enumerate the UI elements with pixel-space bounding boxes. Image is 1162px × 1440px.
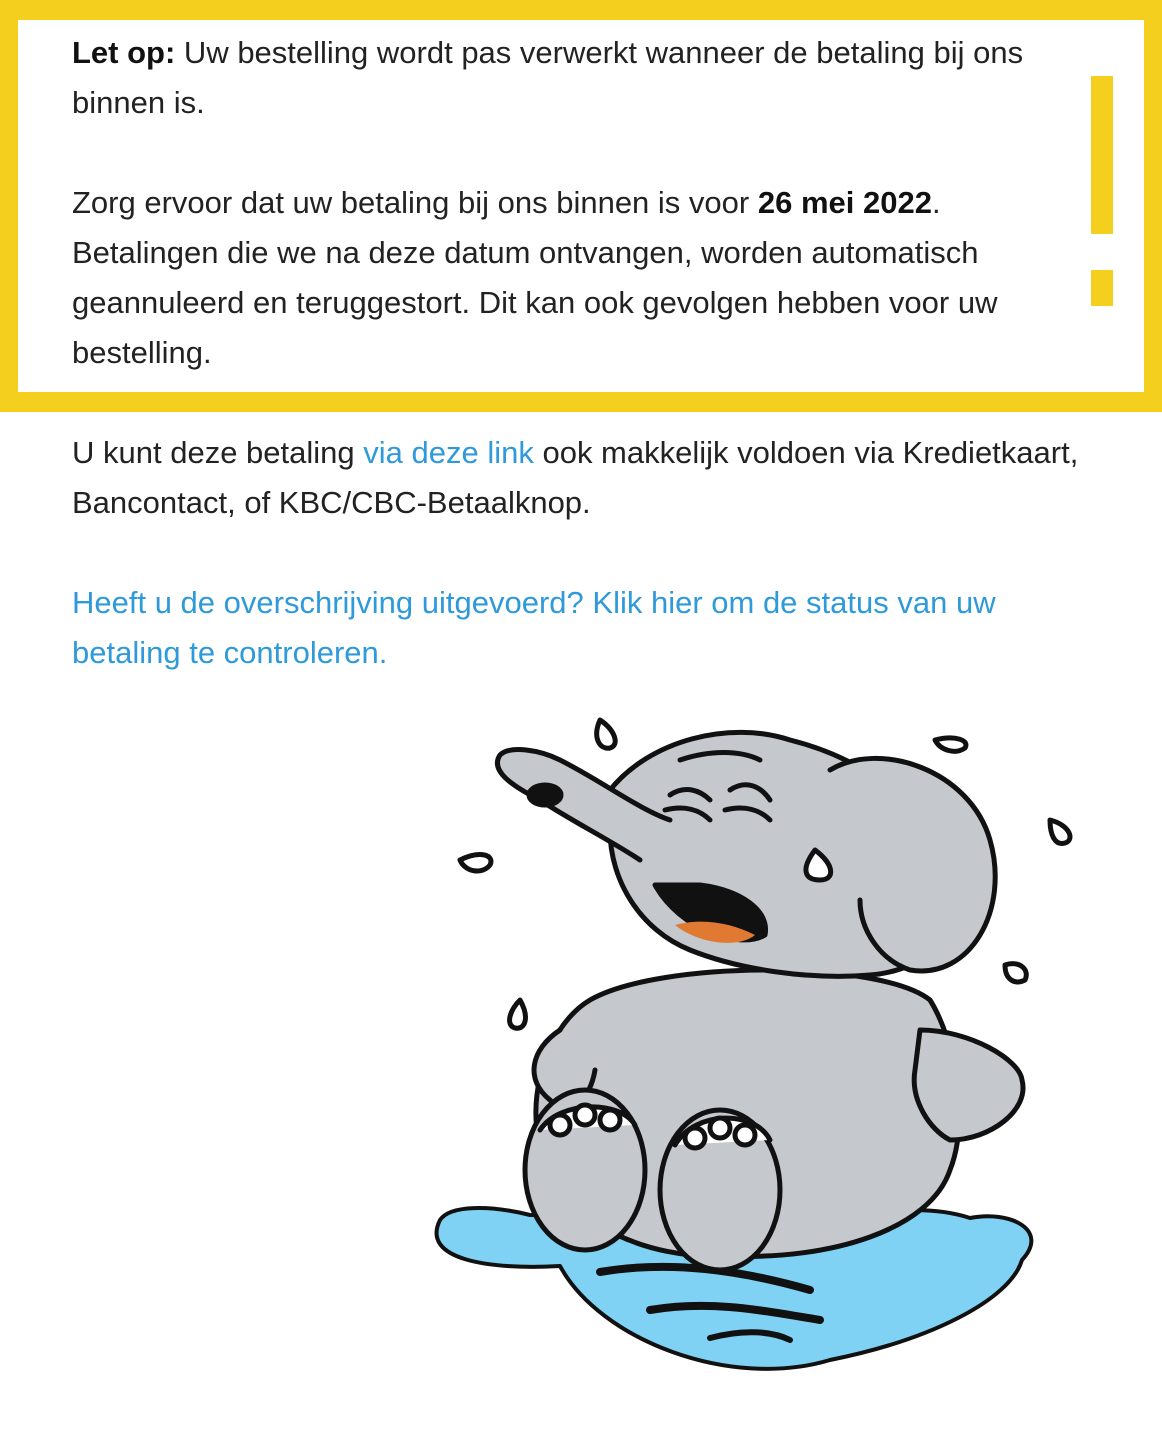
elephant-right-arm [914, 1030, 1023, 1140]
tear-drop-icon [1005, 964, 1026, 982]
notice-text-2b: . Betalingen die we na deze datum ontvangen, worden automatisch geannuleerd en teruggestort. Dit kan ook gevolgen hebben voor uw bestelling. [72, 185, 998, 370]
notice-paragraph-2 [72, 178, 1092, 378]
tear-drop-icon [510, 1000, 526, 1028]
tear-drop-icon [597, 720, 615, 748]
notice-text-2a: Zorg ervoor dat uw betaling bij ons binnen is voor [72, 185, 758, 220]
notice-paragraph-1 [72, 28, 1092, 128]
payment-status-link[interactable]: Heeft u de overschrijving uitgevoerd? Klik hier om de status van uw betaling te controleren. [72, 585, 996, 670]
exclamation-icon [1091, 76, 1113, 234]
payment-text-before: U kunt deze betaling [72, 435, 364, 470]
tear-drop-icon [460, 855, 491, 871]
tear-drop-icon [935, 738, 966, 751]
deadline-date: 26 mei 2022 [757, 185, 932, 220]
payment-paragraph [72, 428, 1092, 528]
payment-text-after: ook makkelijk voldoen via Kredietkaart, Bancontact, of KBC/CBC-Betaalknop. [72, 435, 1079, 520]
notice-label: Let op: [72, 35, 176, 70]
exclamation-dot-icon [1091, 270, 1113, 306]
tear-drop-icon [1050, 820, 1070, 843]
notice-text-1: Uw bestelling wordt pas verwerkt wanneer de betaling bij ons binnen is. [72, 35, 1024, 120]
payment-link[interactable]: via deze link [363, 435, 534, 470]
crying-elephant-illustration [410, 700, 1090, 1400]
